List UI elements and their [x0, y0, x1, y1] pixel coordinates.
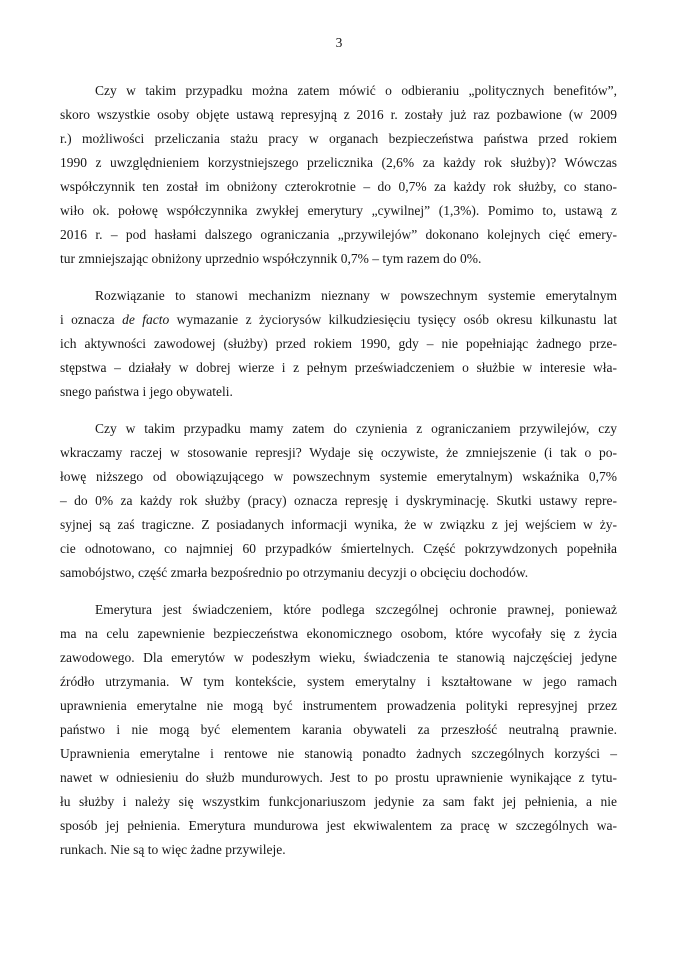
- text-segment: ich aktywności zawodowej (służby) przed rokiem 1990, gdy – nie popełniając żadnego prze-: [60, 336, 617, 351]
- text-segment: nawet w odniesieniu do służb mundurowych. Jest to po prostu uprawnienie wynikające z tytu-: [60, 770, 617, 785]
- text-segment: i oznacza: [60, 312, 123, 327]
- text-line: [60, 308, 617, 332]
- text-segment: ma na celu zapewnienie bezpieczeństwa ekonomicznego osobom, które wycofały się z życia: [60, 626, 617, 641]
- document-body: [60, 79, 617, 862]
- text-segment: r.) możliwości przeliczania stażu pracy w organach bezpieczeństwa państwa przed rokiem: [60, 131, 617, 146]
- text-segment: 1990 z uwzględnieniem korzystniejszego przelicznika (2,6% za każdy rok służby)? Wówczas: [60, 155, 617, 170]
- text-line: [60, 465, 617, 489]
- text-line: [60, 441, 617, 465]
- text-line: [60, 79, 617, 103]
- text-line: [60, 175, 617, 199]
- text-segment: państwo i nie mogą być elementem karania obywateli za przeszłość neutralną prawnie.: [60, 722, 617, 737]
- text-line: [60, 537, 617, 561]
- text-line: [60, 489, 617, 513]
- text-line: [60, 718, 617, 742]
- text-line: [60, 694, 617, 718]
- text-line: [60, 356, 617, 380]
- text-segment: cie odnotowano, co najmniej 60 przypadków śmiertelnych. Część pokrzywdzonych popełniła: [60, 541, 617, 556]
- text-segment: wiło ok. połowę współczynnika zwykłej emerytury „cywilnej” (1,3%). Pomimo to, ustawą z: [60, 203, 617, 218]
- text-line: [60, 199, 617, 223]
- text-segment: Emerytura jest świadczeniem, które podlega szczególnej ochronie prawnej, ponieważ: [95, 602, 617, 617]
- text-segment: wymazanie z życiorysów kilkudziesięciu tysięcy osób okresu kilkunastu lat: [169, 312, 617, 327]
- text-segment: Czy w takim przypadku mamy zatem do czynienia z ograniczaniem przywilejów, czy: [95, 421, 617, 436]
- paragraph: [60, 417, 617, 585]
- text-line: [60, 622, 617, 646]
- page-number: 3: [335, 35, 343, 50]
- italic-text-segment: de facto: [122, 312, 170, 327]
- paragraph: [60, 598, 617, 862]
- text-segment: Rozwiązanie to stanowi mechanizm nieznany w powszechnym systemie emerytalnym: [95, 288, 617, 303]
- text-line: [60, 127, 617, 151]
- text-line: [60, 790, 617, 814]
- text-segment: snego państwa i jego obywateli.: [60, 384, 233, 399]
- text-line: [60, 561, 617, 585]
- text-line: [60, 332, 617, 356]
- text-line: [60, 838, 617, 862]
- text-segment: – do 0% za każdy rok służby (pracy) oznacza represję i dyskryminację. Skutki ustawy repre-: [60, 493, 617, 508]
- text-segment: skoro wszystkie osoby objęte ustawą represyjną z 2016 r. zostały już raz pozbawione (w 2009: [60, 107, 617, 122]
- text-segment: runkach. Nie są to więc żadne przywileje.: [60, 842, 286, 857]
- text-segment: stępstwa – działały w dobrej wierze i z pełnym przeświadczeniem o służbie w interesie wła-: [60, 360, 617, 375]
- text-line: [60, 247, 617, 271]
- text-line: [60, 814, 617, 838]
- text-segment: współczynnik ten został im obniżony czterokrotnie – do 0,7% za każdy rok służby, co stano-: [60, 179, 617, 194]
- text-line: [60, 284, 617, 308]
- text-line: [60, 151, 617, 175]
- text-segment: 2016 r. – pod hasłami dalszego ograniczania „przywilejów” dokonano kolejnych cięć emery-: [60, 227, 617, 242]
- text-line: [60, 598, 617, 622]
- paragraph: [60, 284, 617, 404]
- text-line: [60, 513, 617, 537]
- text-segment: łu służby i należy się wszystkim funkcjonariuszom jedynie za sam fakt jej pełnienia, a nie: [60, 794, 617, 809]
- paragraph: [60, 79, 617, 271]
- text-segment: Uprawnienia emerytalne i rentowe nie stanowią ponadto żadnych szczególnych korzyści –: [60, 746, 617, 761]
- text-line: [60, 380, 617, 404]
- text-segment: uprawnienia emerytalne nie mogą być instrumentem prowadzenia polityki represyjnej przez: [60, 698, 617, 713]
- text-line: [60, 103, 617, 127]
- text-segment: wkraczamy raczej w stosowanie represji? Wydaje się oczywiste, że zmniejszenie (i tak o po-: [60, 445, 617, 460]
- text-line: [60, 742, 617, 766]
- text-line: [60, 646, 617, 670]
- text-segment: syjnej są zaś tragiczne. Z posiadanych informacji wynika, że w związku z jej wejściem w ży-: [60, 517, 617, 532]
- text-segment: tur zmniejszając obniżony uprzednio współczynnik 0,7% – tym razem do 0%.: [60, 251, 482, 266]
- text-line: [60, 417, 617, 441]
- text-line: [60, 670, 617, 694]
- text-segment: sposób jej pełnienia. Emerytura mundurowa jest ekwiwalentem za pracę w szczególnych wa-: [60, 818, 617, 833]
- text-segment: łowę niższego od obowiązującego w powszechnym systemie emerytalnym) wskaźnika 0,7%: [60, 469, 617, 484]
- text-segment: samobójstwo, część zmarła bezpośrednio po otrzymaniu decyzji o obcięciu dochodów.: [60, 565, 529, 580]
- text-segment: Czy w takim przypadku można zatem mówić o odbieraniu „politycznych benefitów”,: [95, 83, 617, 98]
- text-segment: źródło utrzymania. W tym kontekście, system emerytalny i kształtowane w jego ramach: [60, 674, 617, 689]
- text-line: [60, 223, 617, 247]
- text-segment: zawodowego. Dla emerytów w podeszłym wieku, świadczenia te stanowią najczęściej jedyne: [60, 650, 617, 665]
- text-line: [60, 766, 617, 790]
